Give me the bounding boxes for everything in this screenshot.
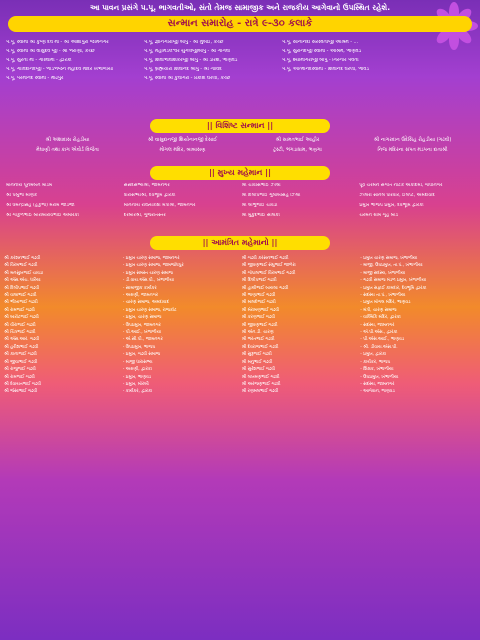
invitee-cell: - મંત્રી, ચારણ સમાજ (360, 307, 397, 313)
invitee-cell: - કાર્યકર, ભાજપ (360, 359, 391, 365)
invitee-cell: શ્રી એસ.આર. ગઢવી (4, 337, 40, 343)
saint-entry: પ.પૂ. શ્યામગિરીજી બાપુ - ગિરનાર પર્વતી (282, 58, 359, 63)
invitee-cell: શ્રી જેસાભાઈ ગઢવી (4, 389, 38, 395)
invitee-cell: શ્રી એન.ડી. ચારણ (241, 330, 274, 336)
invitee-cell: - કાર્યકર, દ્વારકા (122, 389, 153, 395)
invitee-cell: - પ્રમુખ, ચારણ સમાજ (122, 315, 162, 321)
guest-cell: શ્રી દિલીપભાઈ ગુલાબસિંહ ઝિલા (241, 193, 301, 198)
invitee-cell: - પ્રમુખ સમસ્ત ચારણ સમાજ (122, 270, 173, 276)
invitee-cell: - અગ્રણી, જામનગર (122, 293, 158, 299)
guest-cell: શ્રી ધર્મેન્દ્રસિંહ (હકુભા) મેરામ જાડેજા (6, 203, 75, 208)
honoree-detail: મોગલ મંદિર, બાબાસણ (159, 147, 206, 153)
saint-entry: પ.પૂ. સુરાનંદજી સ્વામી - આશ્રમ, ભાણવડ (282, 49, 362, 54)
invitee-cell: - ઉપપ્રમુખ, જામનગર (122, 322, 161, 328)
guest-cell: પૂર્વ ચેરમેન સંગીત નાટક અકાદમી, ગાંધીનગર (359, 183, 443, 188)
invitee-cell: શ્રી અરજણભાઈ ગઢવી (241, 381, 281, 387)
invitee-cell: શ્રી રામભાઈ ગઢવી (4, 374, 35, 380)
invitee-cell: - સદસ્ય, જામનગર (360, 381, 395, 387)
invitee-cell: શ્રી રણમલભાઈ ગઢવી (241, 389, 279, 395)
invitee-cell: - સદસ્ય તા.પં., ખંભાળીયા (360, 293, 406, 299)
honoree-detail: ટ્રસ્ટી, ભંગડાધામ, ભણગા (273, 147, 322, 153)
saint-entry: પ.પૂ. સ્વામી શ્રી કૃષ્ણ દેવ મા - શ્રી આશાપુરા જામનગર (6, 40, 109, 45)
invitee-cell: - ઉપપ્રમુખ, ખંભાળીયા (360, 374, 399, 380)
invitee-cell: શ્રી રામભાઈ ગઢવી (4, 307, 35, 313)
invitee-cell: શ્રી જીવાભાઈ ગઢવી (4, 359, 38, 365)
invitee-cell: - પ્રમુખ મોગલ મંદિર, ભાણવડ (360, 300, 411, 306)
invitee-cell: - પ્રમુખ, દ્વારકા (360, 352, 387, 358)
guest-cell: ઝાલેરા સોનલ પરિવાર, ઈલપ્ટ, અમદાવાદ (359, 193, 435, 198)
guest-cell: શ્રી ચોવીસભાઈ ઝોલા (241, 183, 281, 188)
invitee-cell: શ્રી ચિત્રભાઈ ગઢવી (4, 330, 36, 336)
saint-entry: પ.પૂ. સોનાનંદી સરસ્વતીજી આશ્રમ - ... (282, 40, 359, 45)
saint-entry: પ.પૂ. મહામંડલેશ્વર યુગલજીબાપુ - શ્રી ગાગવા (144, 49, 230, 54)
invitee-cell: શ્રી કરણભાઈ ગઢવી (241, 315, 275, 321)
invitee-cell: - આગેવાન, ભાણવડ (360, 389, 395, 395)
invitee-cell: - પ્રમુખ, ગઢવી સમાજ (122, 352, 160, 358)
invited-guests-title: || આમંત્રિત મહેમાનો || (150, 236, 330, 250)
saint-entry (282, 76, 416, 82)
invitee-cell: - વાલ્મિકિ મંદિર, દ્વારકા (360, 315, 401, 321)
invitee-cell: શ્રી મનસુખભાઈ ચાવડા (4, 270, 44, 276)
chief-guests-title: || મુખ્ય મહેમાન || (150, 166, 330, 180)
invitee-cell: - ઉપપ્રમુખ, ભાજપ (122, 344, 156, 350)
guest-cell: શ્રી મુકુંદભાઈ સોલંકી (241, 213, 280, 218)
guest-cell: ધારાસભ્યશ્રી, દેવભૂમિ દ્વારકા (123, 193, 176, 198)
invitee-cell: - ડી.વાય.એસ.પી., ખંભાળીયા (122, 278, 174, 284)
honoree-detail: નિજ મંદિરના સંપત મંડપના દાતાશ્રી (377, 147, 448, 153)
invitee-cell: - ગઢવી સમાજ મંડળ પ્રમુખ, ખંભાળીયા (360, 278, 427, 284)
invitee-cell: શ્રી કાનાભાઈ ગઢવી (4, 352, 37, 358)
invitee-cell: શ્રી વીરાભાઈ ગઢવી (4, 322, 36, 328)
invitee-cell: શ્રી જીવણભાઈ ગઢવી (241, 322, 278, 328)
honoree-name: શ્રી સામતભાઈ આહીર (275, 137, 320, 143)
event-banner: સન્માન સમારોહ - રાત્રે ૯-૩૦ કલાકે (8, 16, 472, 32)
invitee-cell: - શિક્ષક, ખંભાળીયા (360, 367, 394, 373)
guest-cell: માનનીય રાજ્યકક્ષા મંત્રીશ્રી, જામનગર (123, 203, 196, 208)
chief-guests-list (6, 183, 474, 219)
invitee-cell: - પ્રમુખ ચારણ સમાજ, જામનગર (122, 256, 180, 261)
saint-entry: પ.પૂ. સ્વામી શ્રી વાસુદેવ જી - શ્રી ભરાણા, કચ્છ (6, 49, 95, 54)
invitee-cell: શ્રી ગઢવી કરસનભાઈ ગઢવી (241, 256, 289, 261)
invitee-cell: શ્રી જીવણભાઈ સંઘુભાઈ જાળેરા (241, 263, 296, 269)
invitee-cell: - સામાજીક કાર્યકર (122, 285, 157, 291)
invitee-cell: શ્રી સુરૂભાઈ ગઢવી (241, 352, 272, 358)
guest-cell: દરબારશ્રી, ગુજરાતસ્તર (123, 213, 166, 218)
guest-cell: શ્રી પબુભા માણેક (6, 193, 38, 198)
saint-entry: પ.પૂ. પરમાનંદ સ્વામી - મોઢપુર (6, 76, 64, 81)
invitee-cell: - ચારણ સમાજ, અમદાવાદ (122, 300, 170, 306)
guest-cell: સંસદસભ્યશ્રી, જામનગર (123, 183, 170, 188)
invitee-cell: શ્રી ભીખાભાઈ ગઢવી (4, 300, 38, 306)
invitee-cell: શ્રી વાલાભાઈ ગઢવી (4, 293, 37, 299)
saints-list (6, 40, 416, 82)
invitee-cell: - શ્રી. ડીવાય.એસ.પી. (360, 344, 398, 350)
invitee-cell: - પ્રમુખ ચારણ સમાજ, રાજકોટ (122, 307, 177, 313)
invitee-cell: - પી.એસ.આઈ., ભાણવડ (360, 337, 405, 343)
invitee-cell: - પ્રમુખ ચારણ સમાજ, ખંભાળીયા (360, 256, 418, 261)
invitee-cell: શ્રી દિલીપભાઈ ગઢવી (241, 278, 277, 284)
invitee-cell: શ્રી મેરામણભાઈ ગઢવી (241, 307, 280, 313)
invitee-cell: શ્રી રાજુભાઈ ગઢવી (4, 367, 36, 373)
saint-entry: પ.પૂ. જ્ઞાનગીરીજી બાપુ - શ્રી મુંબઈ, કચ્છ (144, 40, 224, 45)
honoree-name: શ્રી નાગરદાન ઉદેસિંહ રોહડીયા (ગઢવી) (373, 137, 452, 143)
saint-entry: પ.પૂ. ગોવિંદાનંદજી - ભીડભંજન મહાદેવ મંદિર ખંભાળીયા (6, 67, 113, 72)
honoree-name: શ્રી અંશાદાસ રોહડીયા (45, 137, 90, 143)
invitee-cell: શ્રી હાથીભાઈ બાયલા ગઢવી (241, 285, 289, 291)
invitee-cell: શ્રી કરશનભાઈ ગઢવી (4, 256, 41, 261)
invitee-cell: શ્રી માલદેભાઈ ગઢવી (241, 300, 276, 306)
honoree-name: શ્રી વાસુદાનજી શિયોનાનજી દેસાઈ (147, 137, 218, 143)
invitee-cell: શ્રી દિલીપભાઈ ગઢવી (4, 285, 40, 291)
intro-line: આ પાવન પ્રસંગે પ.પૂ. ભાગવતીઓ, સંતો તેમજ સામાજીક અને રાજકીય આગેવાનો ઉપસ્થિત રહેશે. (89, 3, 391, 12)
invitee-cell: શ્રી દેવરાજભાઈ ગઢવી (241, 344, 279, 350)
invitee-cell: શ્રી લખમણભાઈ ગઢવી (241, 374, 280, 380)
invitee-cell: - પ્રમુખ સફાઈ કામદાર, દેવભૂમિ દ્વારકા (360, 285, 427, 291)
guest-cell: પ્રમુખ ભાજપ પ્રમુખ, દેવભૂમિ દ્વારકા (359, 203, 424, 208)
invitee-cell: શ્રી મનુભાઈ ગઢવી (241, 359, 273, 365)
saint-entry: પ.પૂ. આત્માનંદસ્વામી - શિવાનંદ ઘરેલી, ભાવડ (282, 67, 369, 72)
invited-guests-list (4, 255, 476, 396)
invitee-cell: - માજી, ઉપપ્રમુખ, તા.પં., ખંભાળીયા (360, 263, 423, 269)
special-honor-list (10, 137, 470, 153)
guest-cell: શ્રી ગોકુળભાઈ બારાબારાવભાઈ અમેરિકા (6, 213, 79, 218)
guest-cell: શ્રી લાભુભાઈ ચાવડા (241, 203, 278, 208)
invitee-cell: - પ્રમુખ, મોરબી (122, 381, 149, 387)
invitee-cell: - માજી ધારાસભ્ય (122, 359, 153, 365)
saint-entry: પ.પૂ. સુરતી મા - ગૌસ્વામી - દ્વારકા (6, 58, 72, 63)
invitee-cell: - પ્રમુખ ચારણ સમાજ, જામજોધપુર (122, 263, 184, 269)
invitee-cell: શ્રી હરીશભાઈ ગઢવી (4, 344, 39, 350)
invitee-cell: - સદસ્ય, જામનગર (360, 322, 395, 328)
invitee-cell: શ્રી ભાણાભાઈ ગઢવી (241, 293, 276, 299)
invitee-cell: - એ.પી.એસ., દ્વારકા (360, 330, 398, 336)
invitee-cell: શ્રી દેવાયતભાઈ ગઢવી (4, 381, 41, 387)
guest-cell: માનનીય પૂનમબેન માડમ (6, 183, 53, 188)
saint-entry: પ.પૂ. સ્વામી શ્રી કુંવાગરા - પ્રકાશ ઘરેલી, કચ્છ (144, 76, 231, 81)
honoree-detail: મેઘાણી તથા કાગ એવોર્ડ વિજેતા (36, 147, 99, 153)
invitee-cell: - પ્રમુખ, ભાણવડ (122, 374, 152, 380)
invitee-cell: શ્રી સુરેશભાઈ ગઢવી (241, 367, 275, 373)
saint-entry: પ.પૂ. શિવાભાવાશંકરજી બાપુ - શ્રી ડોરેશ, ભાણવડ (144, 58, 238, 63)
invitee-cell: - એ.સી.પી., જામનગર (122, 337, 163, 343)
invitee-cell: શ્રી ગોપાલભાઈ વિરમભાઈ ગઢવી (241, 270, 296, 276)
guest-cell: ચેરમેન ગ્રામ ગૃહ બોર્ડ (359, 213, 399, 218)
invitee-cell: શ્રી એસ.એચ. ધારૈયા (4, 278, 41, 284)
invitee-cell: શ્રી વિરમભાઈ ગઢવી (4, 263, 38, 269)
special-honor-title: || વિશિષ્ટ સન્માન || (150, 119, 330, 133)
invitee-cell: - અગ્રણી, દ્વારકા (122, 367, 152, 373)
invitee-cell: - માજી સદસ્ય, ખંભાળીયા (360, 270, 406, 276)
invitee-cell: શ્રી ભરતભાઈ ગઢવી (241, 337, 275, 343)
saint-entry: પ.પૂ. બ્રહ્મચારી શિવાનંદ બાપુ - શ્રી ગોવિંદ (144, 67, 222, 72)
invitee-cell: - પી.આઈ., ખંભાળીયા (122, 330, 162, 336)
invitee-cell: શ્રી બારોટભાઈ ગઢવી (4, 315, 39, 321)
